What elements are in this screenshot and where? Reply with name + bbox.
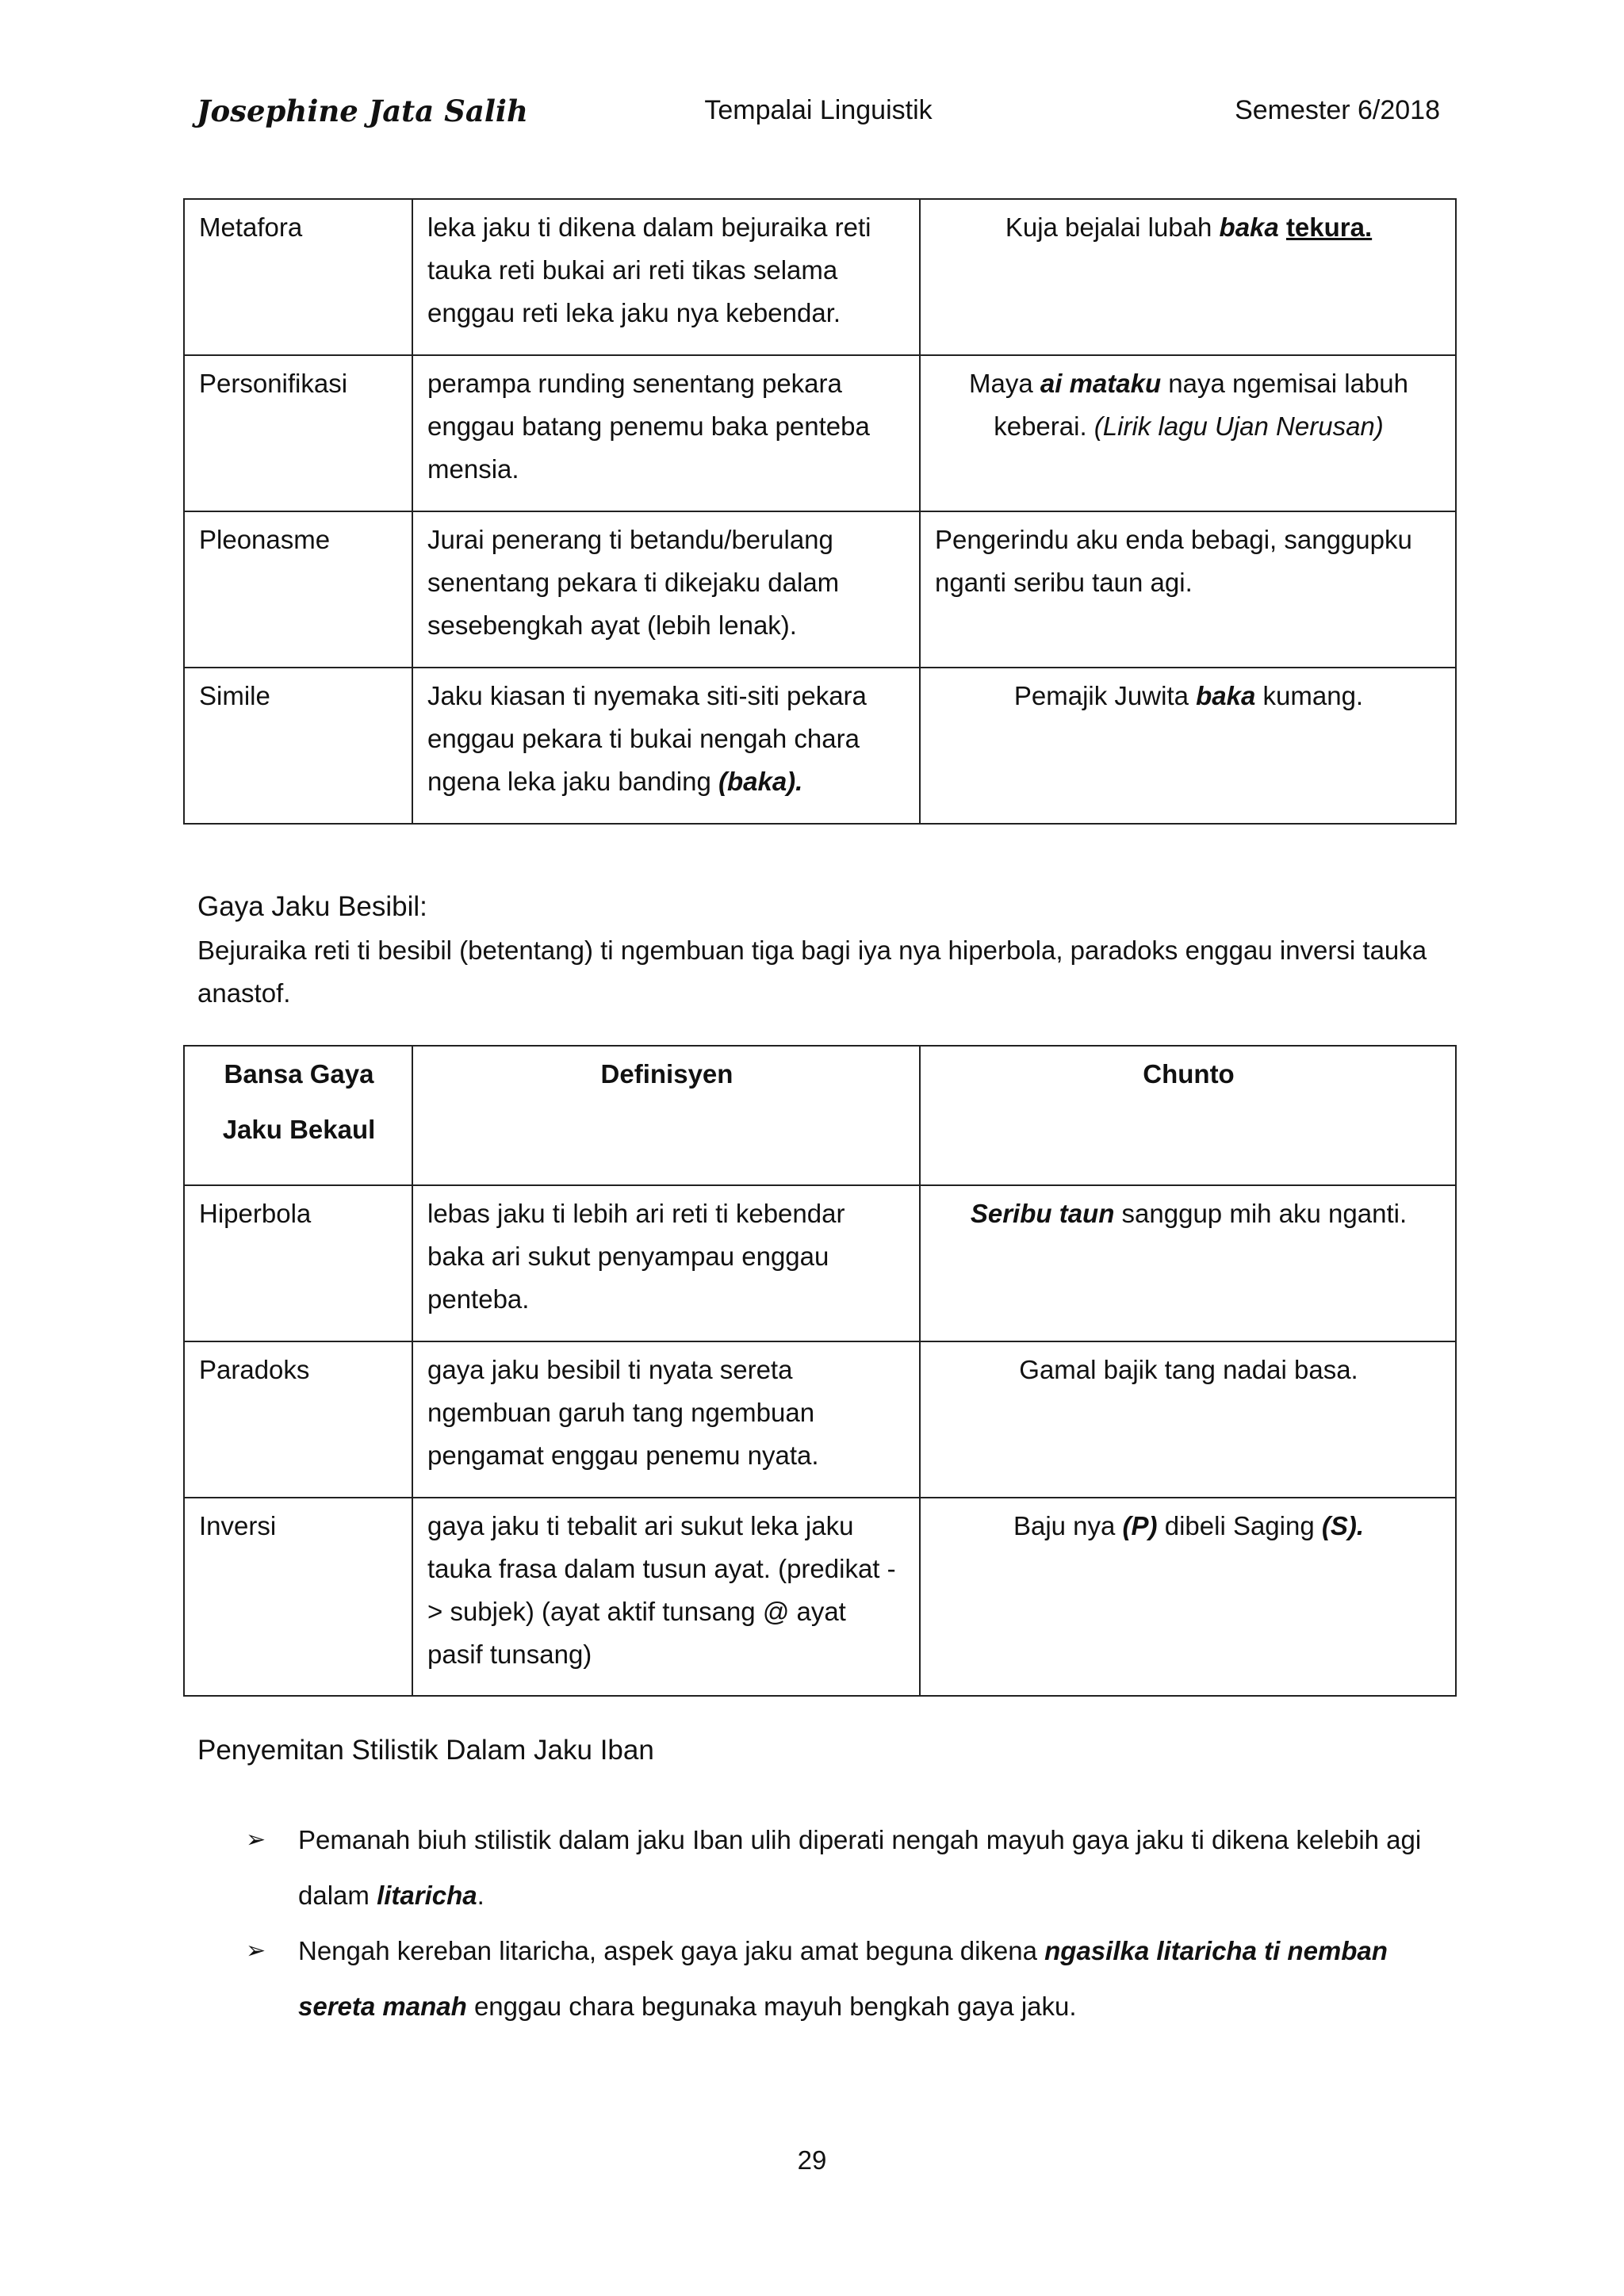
text-run <box>1279 212 1286 242</box>
term-cell: Paradoks <box>184 1341 412 1498</box>
page-number: 29 <box>797 2145 827 2175</box>
header-title: Tempalai Linguistik <box>704 95 933 125</box>
text-run: naya ngemisai labuh keberai. <box>994 369 1408 441</box>
text-run: (baka). <box>718 767 803 796</box>
term-cell: Simile <box>184 668 412 824</box>
example-cell <box>920 511 1456 668</box>
example-cell <box>920 199 1456 355</box>
column-header-example: Chunto <box>920 1046 1456 1185</box>
text-run: Nengah kereban litaricha, aspek gaya jaku amat beguna dikena <box>298 1936 1045 1965</box>
page-header <box>197 94 1440 141</box>
table-row <box>184 1341 1456 1498</box>
definition-cell: gaya jaku ti tebalit ari sukut leka jaku tauka frasa dalam tusun ayat. (predikat -> subjek) (ayat aktif tunsang @ ayat pasif tunsang) <box>412 1498 920 1696</box>
text-run: Pemajik Juwita <box>1013 681 1197 710</box>
text-run: sanggup mih aku nganti. <box>1114 1199 1408 1228</box>
table-row <box>184 511 1456 668</box>
term-cell: Pleonasme <box>184 511 412 668</box>
header-semester: Semester 6/2018 <box>1235 95 1440 125</box>
term-cell: Inversi <box>184 1498 412 1696</box>
list-item <box>246 1812 1459 1923</box>
section-paragraph-besibil: Bejuraika reti ti besibil (betentang) ti ngembuan tiga bagi iya nya hiperbola, paradoks enggau inversi tauka anastof. <box>197 936 1427 1008</box>
text-run: Maya <box>969 369 1040 398</box>
table-row <box>184 355 1456 511</box>
table-header-row <box>184 1046 1456 1185</box>
text-run: Seribu taun <box>970 1199 1115 1228</box>
bullet-text <box>298 1936 1388 2021</box>
term-cell: Metafora <box>184 199 412 355</box>
text-run: kumang. <box>1255 681 1364 710</box>
text-run: Jaku kiasan ti nyemaka siti-siti pekara enggau pekara ti bukai nengah chara ngena leka jaku banding <box>427 681 867 796</box>
text-run: (Lirik lagu Ujan Nerusan) <box>1094 411 1384 441</box>
text-run: Pengerindu aku enda bebagi, sanggupku nganti seribu taun agi. <box>935 525 1412 597</box>
text-run: litaricha <box>377 1881 477 1910</box>
example-cell <box>920 355 1456 511</box>
text-run: enggau chara begunaka mayuh bengkah gaya jaku. <box>466 1992 1077 2021</box>
bullet-text <box>298 1825 1421 1910</box>
definition-cell <box>412 668 920 824</box>
list-item <box>246 1923 1459 2034</box>
example-cell <box>920 668 1456 824</box>
definition-cell: gaya jaku besibil ti nyata sereta ngembuan garuh tang ngembuan pengamat enggau penemu nyata. <box>412 1341 920 1498</box>
text-run: (P) <box>1122 1511 1158 1540</box>
definition-cell: Jurai penerang ti betandu/berulang senentang pekara ti dikejaku dalam sesebengkah ayat (lebih lenak). <box>412 511 920 668</box>
definition-cell: perampa runding senentang pekara enggau batang penemu baka penteba mensia. <box>412 355 920 511</box>
table-row <box>184 1185 1456 1341</box>
arrow-bullet-icon: ➢ <box>246 1827 266 1853</box>
column-header-line: Bansa Gaya <box>224 1059 374 1089</box>
header-author: Josephine Jata Salih <box>197 94 528 128</box>
section-heading-stilistik: Penyemitan Stilistik Dalam Jaku Iban <box>197 1735 654 1766</box>
text-run: dibeli Saging <box>1157 1511 1322 1540</box>
contrast-figures-table <box>183 1045 1457 1697</box>
text-run: Baju nya <box>1013 1511 1123 1540</box>
figures-of-speech-table <box>183 198 1457 825</box>
bullet-list <box>246 1812 1459 2034</box>
column-header-line: Jaku Bekaul <box>222 1115 376 1144</box>
term-cell: Hiperbola <box>184 1185 412 1341</box>
table-row <box>184 1498 1456 1696</box>
text-run: Pemanah biuh stilistik dalam jaku Iban ulih diperati nengah mayuh gaya jaku ti dikena kelebih agi dalam <box>298 1825 1422 1910</box>
column-header-definition: Definisyen <box>412 1046 920 1185</box>
text-run: (S). <box>1321 1511 1365 1540</box>
text-run: . <box>477 1881 485 1910</box>
text-run: tekura. <box>1285 212 1373 242</box>
section-heading-besibil: Gaya Jaku Besibil: <box>197 891 427 922</box>
text-run: baka <box>1219 212 1279 242</box>
definition-cell: leka jaku ti dikena dalam bejuraika reti tauka reti bukai ari reti tikas selama enggau reti leka jaku nya kebendar. <box>412 199 920 355</box>
text-run: ngasilka litaricha ti nemban sereta manah <box>298 1936 1388 2021</box>
example-cell <box>920 1498 1456 1696</box>
example-cell <box>920 1185 1456 1341</box>
table-row <box>184 199 1456 355</box>
column-header-type <box>184 1046 412 1185</box>
arrow-bullet-icon: ➢ <box>246 1938 266 1964</box>
example-cell <box>920 1341 1456 1498</box>
definition-cell: lebas jaku ti lebih ari reti ti kebendar baka ari sukut penyampau enggau penteba. <box>412 1185 920 1341</box>
text-run: Kuja bejalai lubah <box>1005 212 1220 242</box>
text-run: Gamal bajik tang nadai basa. <box>1019 1355 1358 1384</box>
term-cell: Personifikasi <box>184 355 412 511</box>
text-run: ai mataku <box>1040 369 1162 398</box>
text-run: baka <box>1196 681 1256 710</box>
table-row <box>184 668 1456 824</box>
